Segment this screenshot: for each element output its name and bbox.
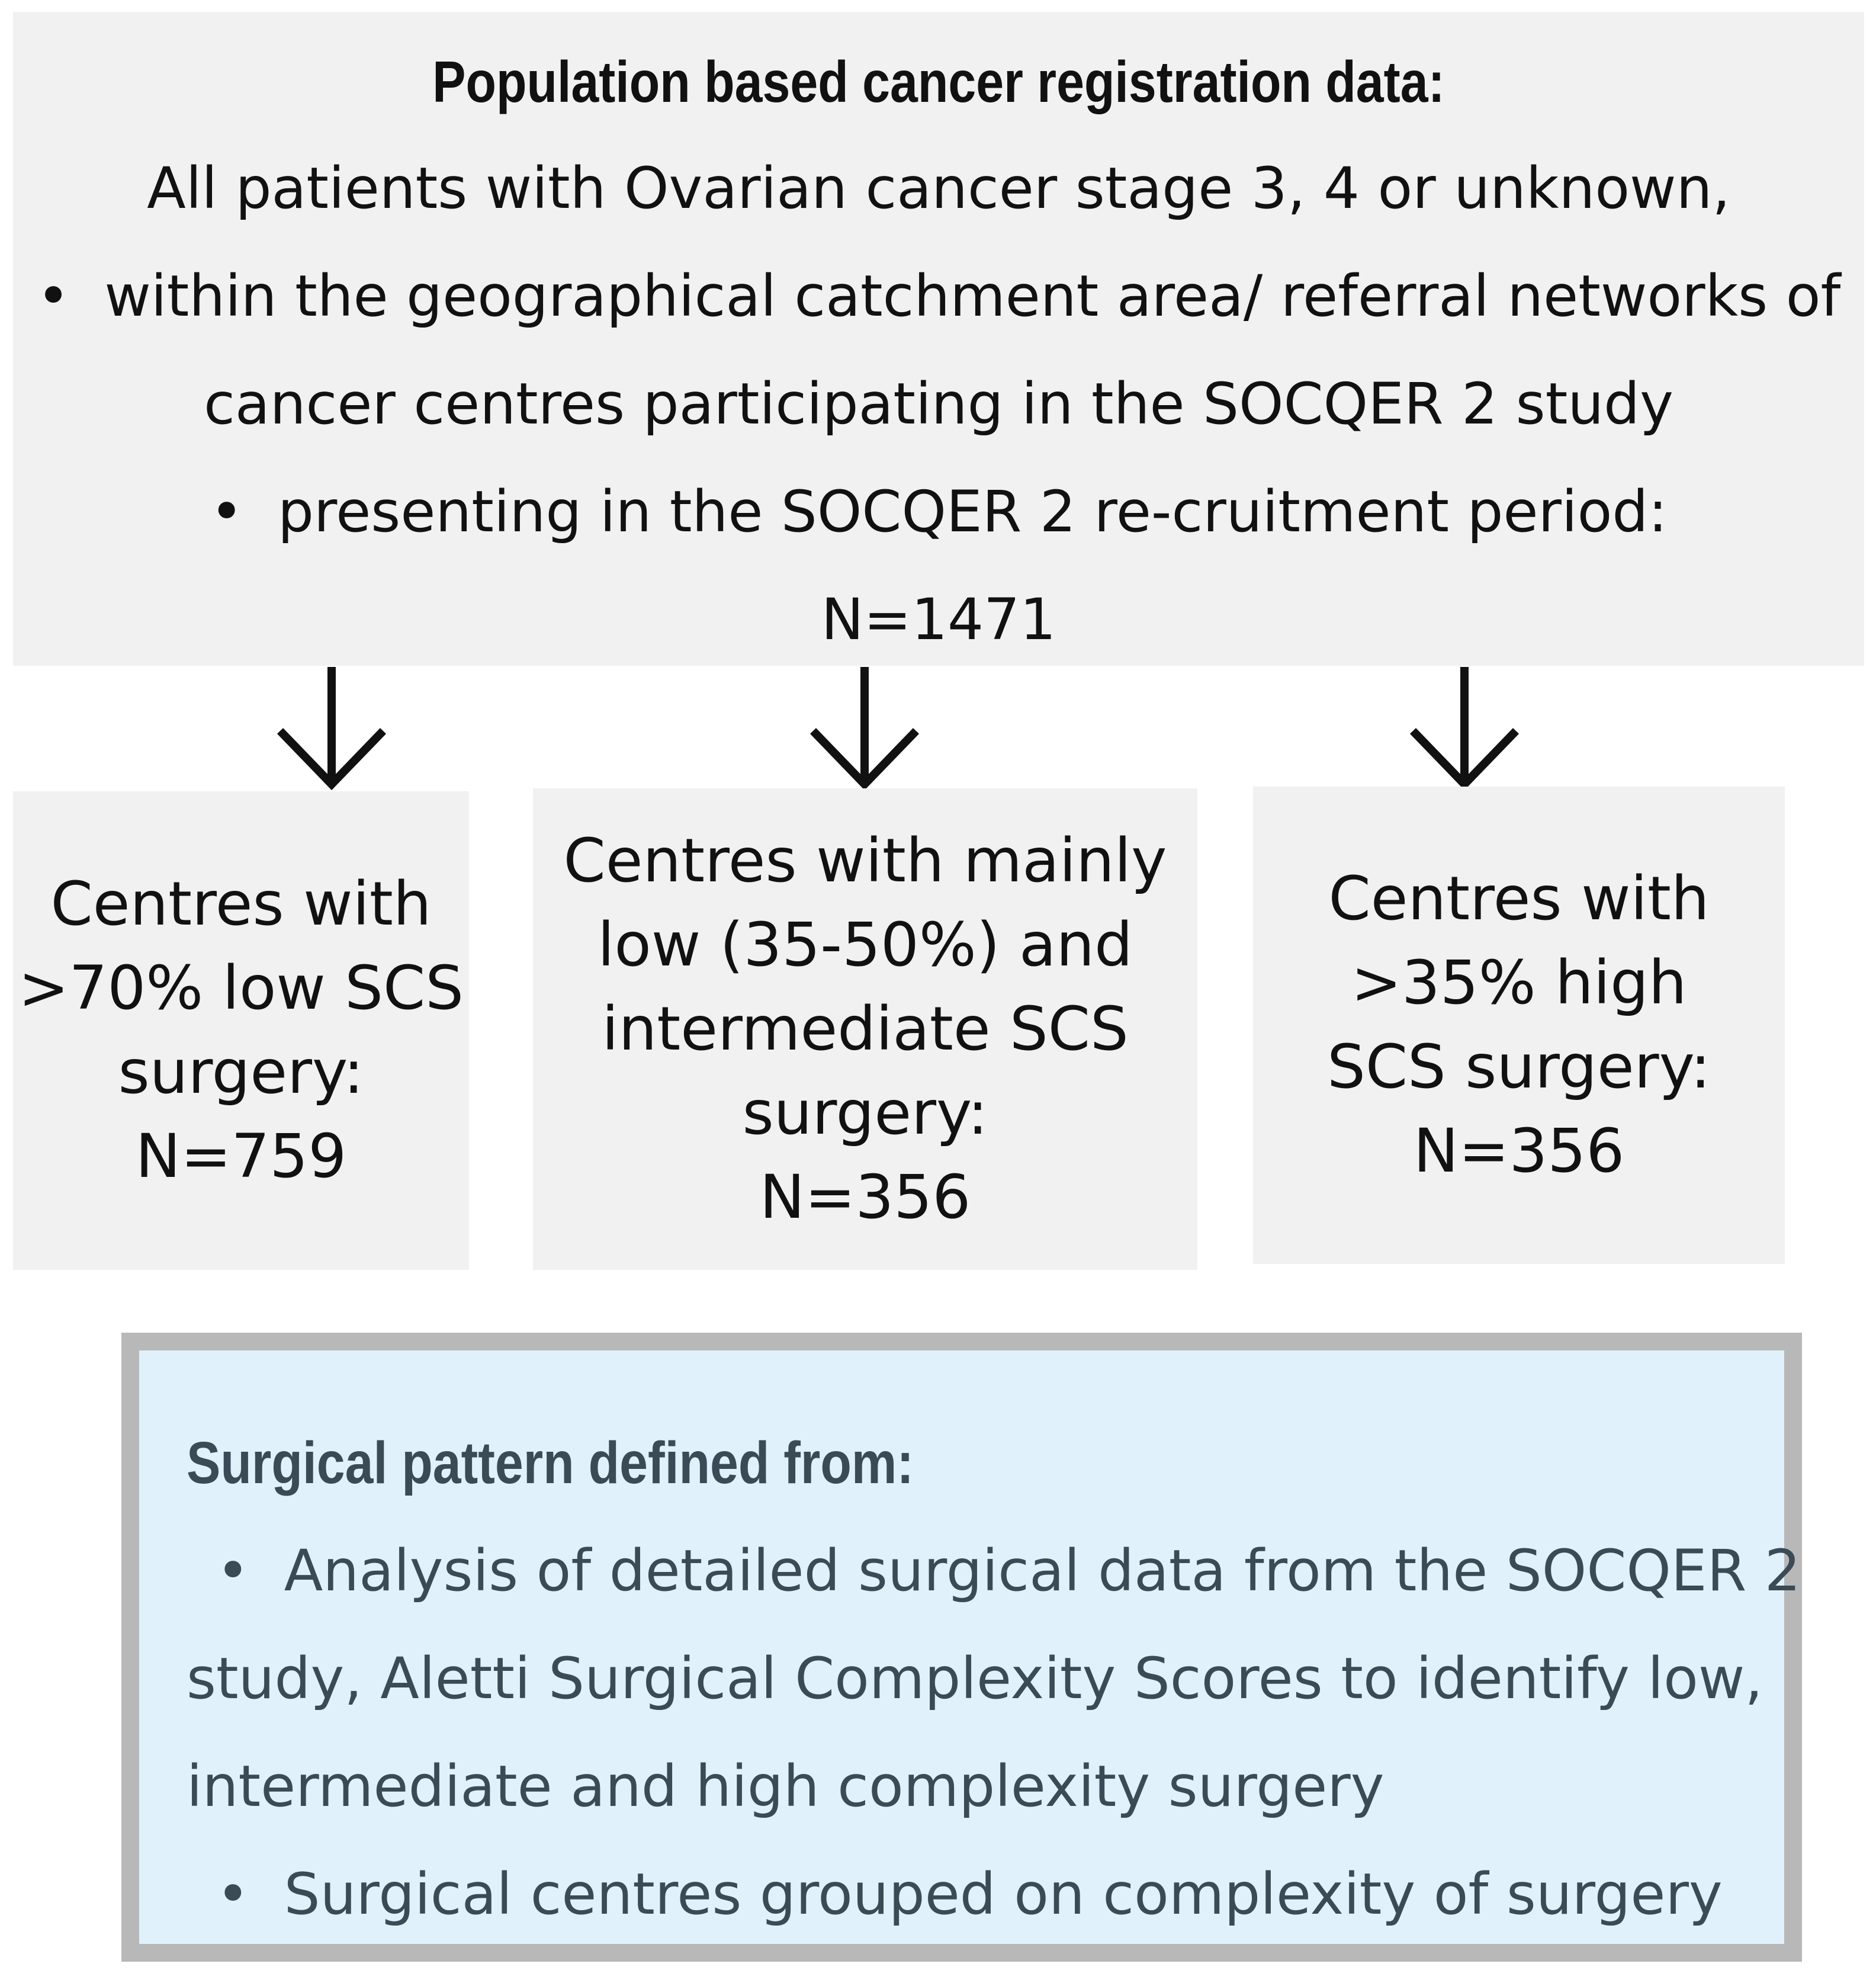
high-scs-centres-text <box>1253 787 1785 1264</box>
low-scs-line: >70% low SCS <box>18 953 464 1023</box>
surgical-pattern-item <box>216 1535 1801 1606</box>
catchment-criteria-line <box>13 261 1864 332</box>
catchment-criteria-text: within the geographical catchment area/ referral networks of <box>104 263 1841 329</box>
bullet-icon: • <box>36 263 70 329</box>
registration-title: Population based cancer registration data: <box>432 49 1445 114</box>
high-scs-line: SCS surgery: <box>1327 1032 1711 1102</box>
high-scs-line: Centres with <box>1328 864 1710 934</box>
intermediate-scs-count: N=356 <box>759 1162 971 1233</box>
low-scs-centres-text <box>13 791 469 1270</box>
high-scs-line: >35% high <box>1351 948 1687 1018</box>
high-scs-centres-box <box>1253 787 1785 1264</box>
bullet-icon: • <box>216 1861 250 1927</box>
bullet-icon: • <box>216 1538 250 1604</box>
bullet-icon: • <box>210 479 243 545</box>
intermediate-scs-centres-text <box>533 788 1197 1270</box>
surgical-pattern-box <box>121 1333 1802 1962</box>
recruitment-period-text: presenting in the SOCQER 2 re-cruitment period: <box>277 479 1668 545</box>
surgical-pattern-title: Surgical pattern defined from: <box>187 1430 914 1496</box>
low-scs-count: N=759 <box>135 1121 347 1192</box>
intermediate-scs-line: low (35-50%) and <box>598 909 1133 980</box>
registration-criteria-line: All patients with Ovarian cancer stage 3, 4 or unknown, <box>147 155 1730 222</box>
low-scs-centres-box <box>13 791 469 1270</box>
total-count: N=1471 <box>821 586 1056 653</box>
high-scs-count: N=356 <box>1413 1116 1625 1186</box>
surgical-pattern-text: Surgical centres grouped on complexity of surgery <box>284 1861 1723 1927</box>
low-scs-line: Centres with <box>50 869 432 939</box>
intermediate-scs-line: surgery: <box>742 1077 988 1148</box>
intermediate-scs-centres-box <box>533 788 1197 1270</box>
surgical-pattern-continuation: study, Aletti Surgical Complexity Scores to identify low, <box>187 1645 1763 1712</box>
arrow-down-icon <box>275 667 388 791</box>
low-scs-line: surgery: <box>118 1037 364 1108</box>
participating-centres-line: cancer centres participating in the SOCQER 2 study <box>204 371 1673 437</box>
registration-data-box <box>13 12 1864 666</box>
surgical-pattern-item <box>216 1859 1723 1930</box>
recruitment-period-line <box>13 476 1864 547</box>
arrow-down-icon <box>1408 667 1521 791</box>
arrow-down-icon <box>808 667 921 791</box>
surgical-pattern-text: Analysis of detailed surgical data from the SOCQER 2 <box>284 1538 1801 1604</box>
intermediate-scs-line: intermediate SCS <box>602 993 1129 1064</box>
surgical-pattern-continuation: intermediate and high complexity surgery <box>187 1753 1384 1820</box>
intermediate-scs-line: Centres with mainly <box>563 825 1167 896</box>
